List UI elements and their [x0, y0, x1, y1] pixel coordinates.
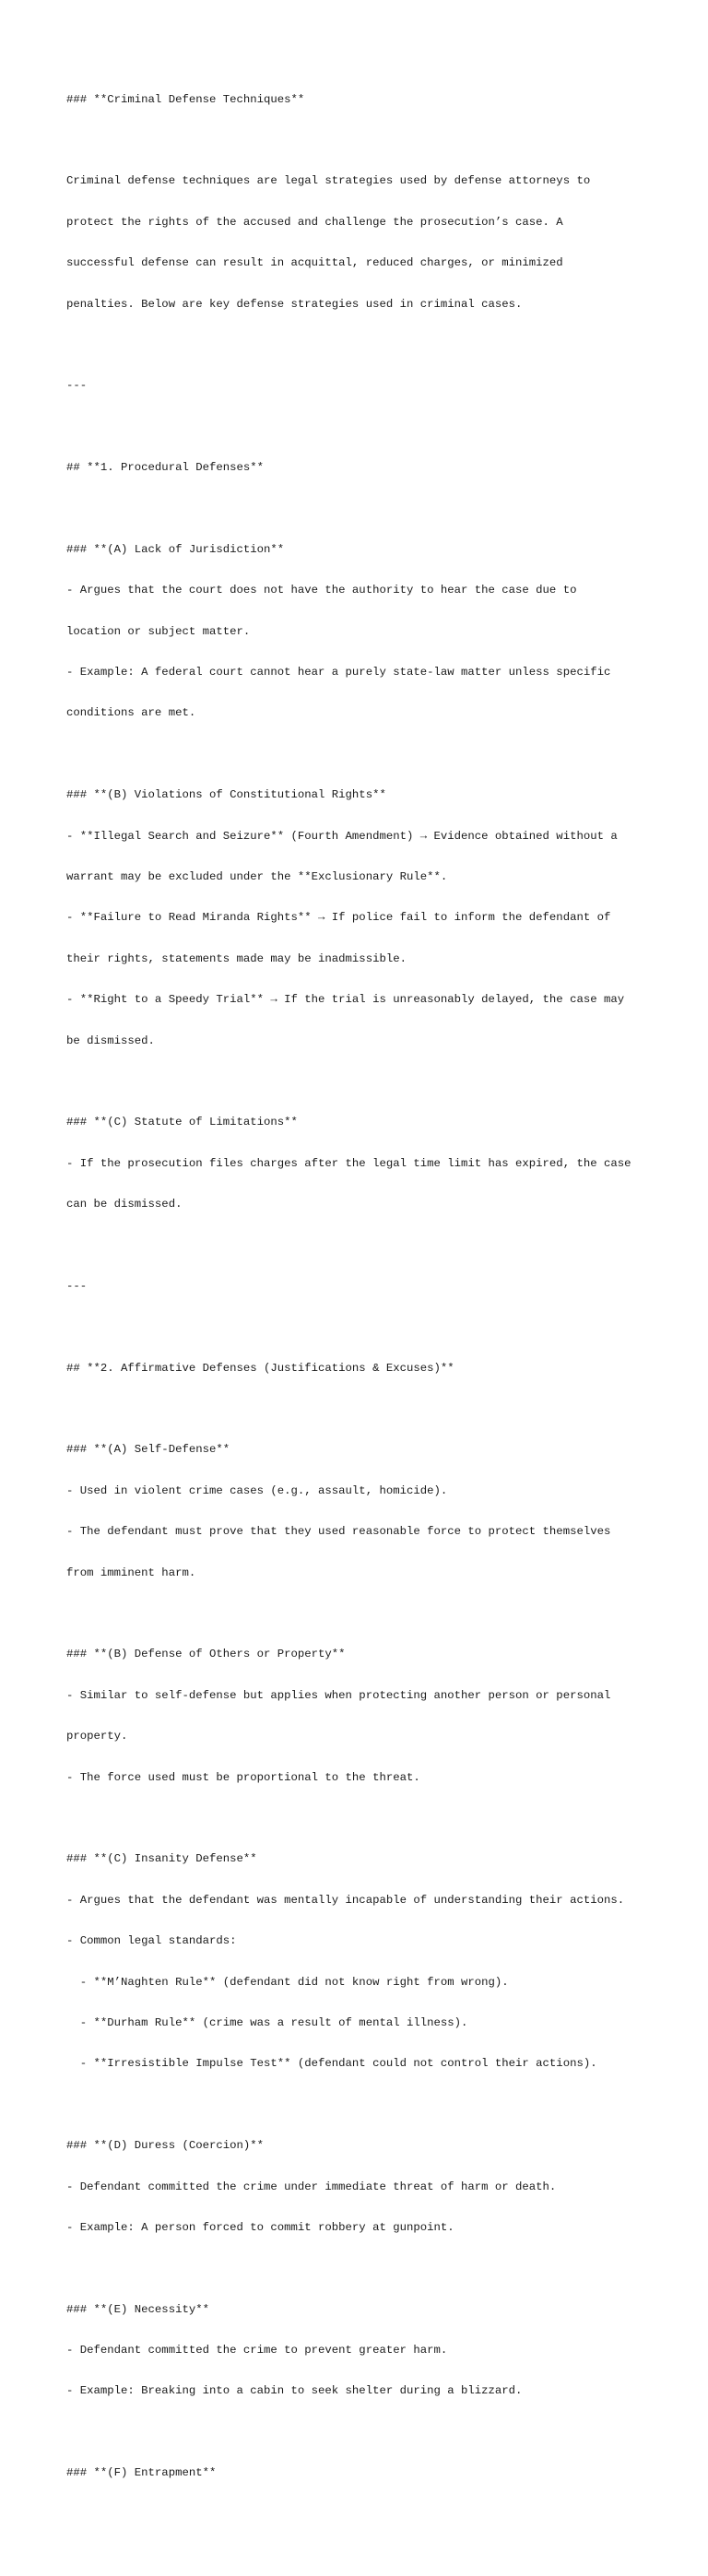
doc-line: ### **(F) Entrapment**: [66, 2466, 217, 2480]
doc-line: - If the prosecution files charges after the legal time limit has expired, the case: [66, 1156, 631, 1170]
doc-line: [66, 502, 693, 516]
doc-line: [66, 1075, 693, 1089]
doc-line: - Argues that the court does not have the authority to hear the case due to: [66, 584, 577, 597]
doc-line: from imminent harm.: [66, 1566, 196, 1579]
doc-line: protect the rights of the accused and challenge the prosecution’s case. A: [66, 215, 563, 229]
doc-line: property.: [66, 1730, 128, 1743]
doc-line: [66, 2098, 693, 2112]
doc-line: - The force used must be proportional to the threat.: [66, 1770, 420, 1784]
doc-line: [66, 1239, 693, 1253]
doc-line: can be dismissed.: [66, 1198, 183, 1211]
doc-line: [66, 1812, 693, 1826]
doc-line: - **Failure to Read Miranda Rights** → If police fail to inform the defendant of: [66, 911, 611, 925]
doc-line: [66, 134, 693, 148]
doc-line: ### **(A) Self-Defense**: [66, 1443, 230, 1457]
doc-line: ---: [66, 379, 88, 393]
doc-line: - The defendant must prove that they used reasonable force to protect themselves: [66, 1525, 611, 1539]
doc-line: ### **(D) Duress (Coercion)**: [66, 2139, 265, 2153]
doc-line: - Defendant committed the crime under immediate threat of harm or death.: [66, 2180, 557, 2193]
doc-line: - Example: Breaking into a cabin to seek shelter during a blizzard.: [66, 2384, 523, 2398]
doc-line: [66, 338, 693, 352]
doc-line: - Example: A person forced to commit robbery at gunpoint.: [66, 2220, 454, 2234]
doc-line: - **M’Naghten Rule** (defendant did not know right from wrong).: [66, 1975, 509, 1989]
doc-line: be dismissed.: [66, 1034, 155, 1047]
doc-line: conditions are met.: [66, 706, 196, 720]
doc-line: - Similar to self-defense but applies when protecting another person or personal: [66, 1688, 611, 1702]
doc-line: Criminal defense techniques are legal strategies used by defense attorneys to: [66, 174, 591, 188]
doc-line: - Defendant committed the crime to prevent greater harm.: [66, 2344, 448, 2357]
doc-line: location or subject matter.: [66, 624, 251, 638]
doc-line: - Used in violent crime cases (e.g., assault, homicide).: [66, 1483, 448, 1497]
doc-line: ### **(E) Necessity**: [66, 2302, 209, 2316]
doc-line: warrant may be excluded under the **Exclusionary Rule**.: [66, 870, 448, 884]
doc-line: - **Illegal Search and Seizure** (Fourth Amendment) → Evidence obtained without a: [66, 829, 618, 843]
doc-line: ### **(B) Defense of Others or Property**: [66, 1648, 346, 1661]
doc-line: ### **(B) Violations of Constitutional Rights**: [66, 788, 386, 802]
doc-line: [66, 2262, 693, 2275]
doc-line: ### **(C) Insanity Defense**: [66, 1852, 257, 1866]
doc-line: [66, 420, 693, 434]
doc-line: [66, 2548, 693, 2562]
doc-line: [66, 1607, 693, 1621]
doc-line: ## **1. Procedural Defenses**: [66, 461, 265, 475]
doc-line: [66, 748, 693, 762]
doc-line: - **Durham Rule** (crime was a result of mental illness).: [66, 2015, 468, 2029]
doc-line: their rights, statements made may be inadmissible.: [66, 951, 407, 965]
doc-line: [66, 2426, 693, 2440]
doc-line: ---: [66, 1279, 88, 1293]
document-body: [66, 65, 693, 2576]
doc-line: penalties. Below are key defense strategies used in criminal cases.: [66, 297, 523, 311]
doc-line: ### **(C) Statute of Limitations**: [66, 1116, 298, 1129]
doc-line: - Argues that the defendant was mentally incapable of understanding their actions.: [66, 1893, 625, 1907]
doc-line: - Example: A federal court cannot hear a purely state-law matter unless specific: [66, 666, 611, 679]
doc-line: successful defense can result in acquittal, reduced charges, or minimized: [66, 256, 563, 270]
doc-line: - Common legal standards:: [66, 1934, 237, 1948]
doc-line: [66, 1320, 693, 1334]
doc-line: ### **(A) Lack of Jurisdiction**: [66, 542, 285, 556]
doc-line: ### **Criminal Defense Techniques**: [66, 92, 305, 106]
doc-line: [66, 1402, 693, 1416]
doc-line: [66, 2508, 693, 2522]
doc-line: - **Right to a Speedy Trial** → If the trial is unreasonably delayed, the case may: [66, 993, 625, 1007]
doc-line: ## **2. Affirmative Defenses (Justifications & Excuses)**: [66, 1361, 454, 1375]
doc-line: - **Irresistible Impulse Test** (defendant could not control their actions).: [66, 2057, 597, 2071]
